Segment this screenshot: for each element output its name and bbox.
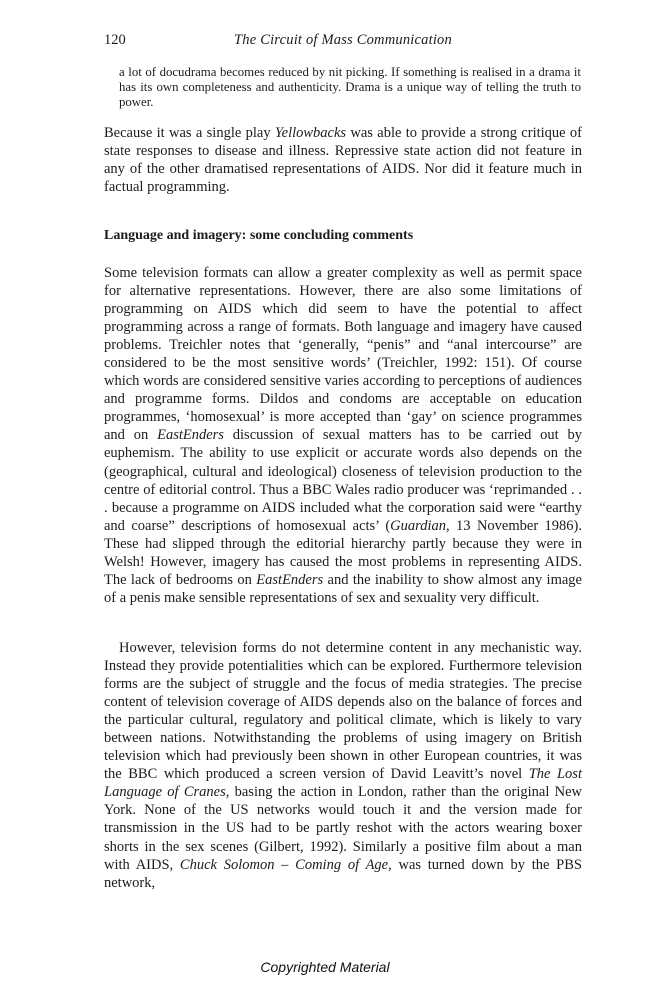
paragraph-language-imagery — [104, 264, 582, 607]
running-title: The Circuit of Mass Communication — [234, 32, 452, 48]
text-run: , basing the action in London, rather than the original New York. None of the US networks would touch it and the version made for transmission in the US had to be partly reshot with the actors wearing boxer shorts in the sex scenes (Gilbert, 1992). Similarly a positive film about a man with AIDS, — [104, 784, 583, 873]
text-run: However, television forms do not determine content in any mechanistic way. Instead they provide potentialities which can be explored. Furthermore television forms are the subject of struggle and the focus of media strategies. The precise content of television coverage of AIDS depends also on the balance of forces and the particular cultural, regulatory and political climate, which is likely to vary between nations. Notwithstanding the problems of using imagery on British television which had previously been shown in other European countries, it was the BBC which produced a screen version of David Leavitt’s novel — [104, 640, 582, 783]
running-head — [104, 32, 582, 52]
text-run: , was turned down by the PBS network, — [104, 856, 582, 891]
paragraph-yellowbacks — [104, 124, 582, 196]
text-run: discussion of sexual matters has to be carried out by euphemism. The ability to use explicit or accurate words also depends on the (geographical, cultural and ideological) closeness of television production to the centre of editorial control. Thus a BBC Wales radio producer was ‘reprimanded . . . because a programme on AIDS included what the corporation said were “earthy and coarse” descriptions of homosexual acts’ ( — [104, 427, 582, 534]
section-heading: Language and imagery: some concluding comments — [104, 228, 414, 243]
block-quote: a lot of docudrama becomes reduced by nit picking. If something is realised in a drama it has its own completeness and authenticity. Drama is a unique way of telling the truth to power. — [119, 65, 581, 109]
text-run: Because it was a single play — [104, 125, 275, 141]
italic-title: Guardian — [390, 517, 447, 534]
italic-title: The Lost Language of Cranes — [104, 766, 582, 801]
text-run: Some television formats can allow a greater complexity as well as permit space for alternative representations. However, there are also some limitations of programming on AIDS which did seem to have the potential to affect programming across a range of formats. Both language and imagery have caused problems. Treichler notes that ‘generally, “penis” and “anal intercourse” are considered to be the most sensitive words’ (Treichler, 1992: 151). Of course which words are considered sensitive varies according to perceptions of audiences and programme forms. Dildos and condoms are acceptable on education programmes, ‘homosexual’ is more accepted than ‘gay’ on science programmes and on — [104, 265, 582, 444]
italic-title: Yellowbacks — [274, 125, 347, 141]
text-run: and the inability to show almost any image of a penis make sensible representations of sex and sexuality very difficult. — [104, 571, 582, 606]
paragraph-television-forms — [104, 639, 582, 892]
page-number: 120 — [104, 32, 126, 48]
text-run: , 13 November 1986). These had slipped through the editorial hierarchy partly because they were in Welsh! However, imagery has caused the most problems in representing AIDS. The lack of bedrooms on — [104, 517, 582, 588]
italic-title: Chuck Solomon – Coming of Age — [179, 856, 389, 873]
copyright-footer: Copyrighted Material — [260, 959, 390, 975]
text-run: was able to provide a strong critique of state responses to disease and illness. Repressive state action did not feature in any of the other dramatised representations of AIDS. Nor did it feature much in factual programming. — [104, 125, 582, 196]
italic-title: EastEnders — [256, 571, 324, 588]
italic-title: EastEnders — [157, 427, 224, 444]
